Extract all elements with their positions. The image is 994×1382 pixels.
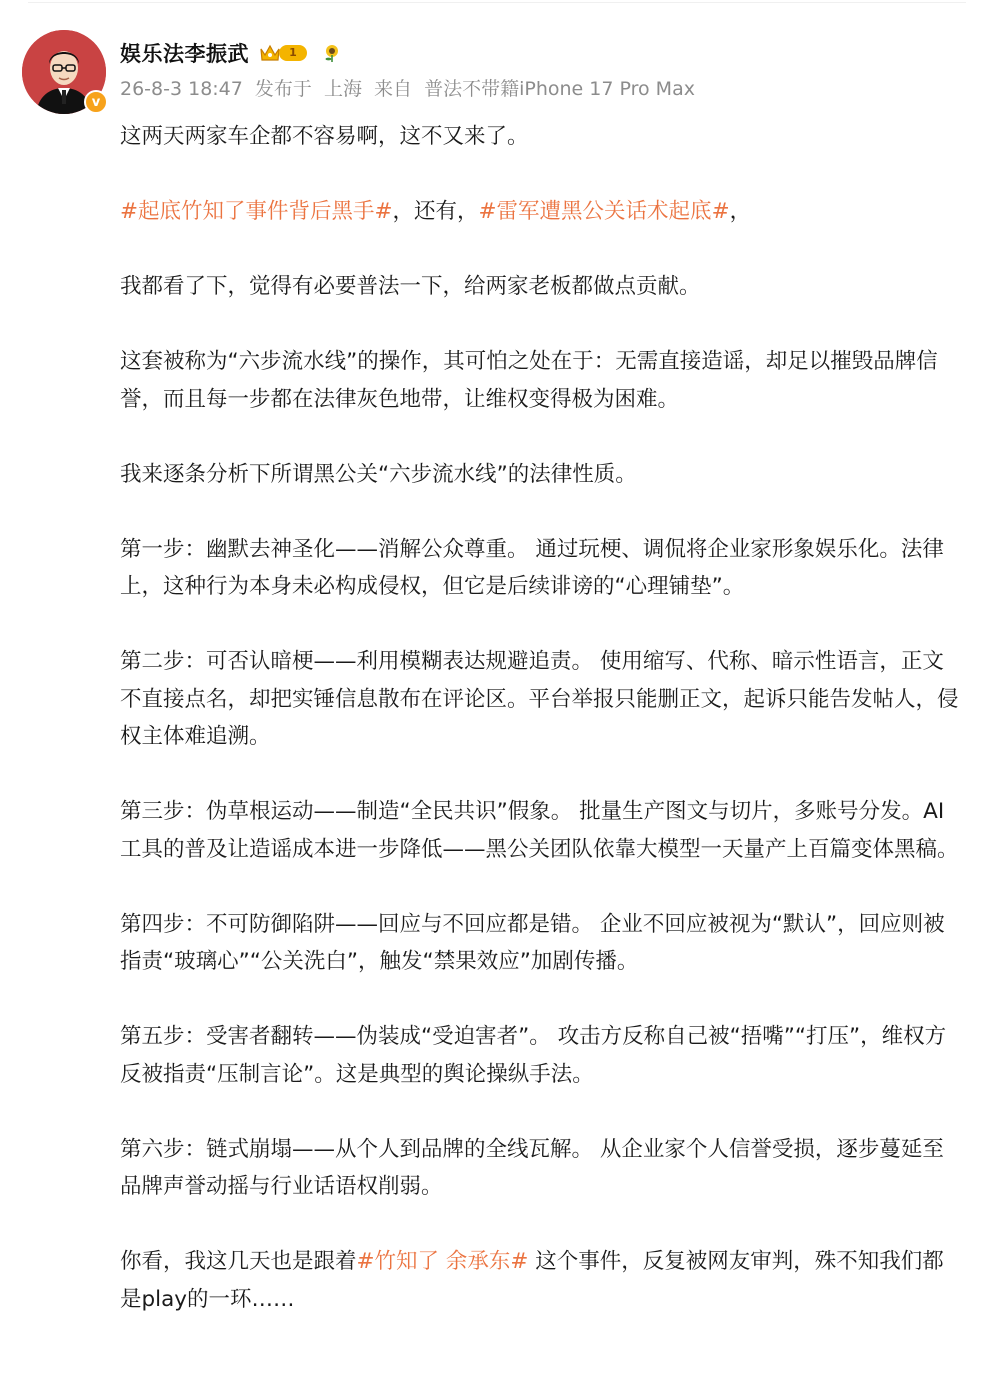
top-divider xyxy=(28,2,966,3)
paragraph-step-3: 第三步：伪草根运动——制造“全民共识”假象。 批量生产图文与切片，多账号分发。AI工具的普及让造谣成本进一步降低——黑公关团队依靠大模型一天量产上百篇变体黑稿。 xyxy=(120,799,959,862)
paragraph-topics xyxy=(120,193,965,231)
closing-before: 你看，我这几天也是跟着 xyxy=(120,1249,357,1274)
closing-after: 这个事件，反复被网友审判，殊不知我们都是play的一环…… xyxy=(120,1249,944,1312)
post-body xyxy=(120,118,965,1356)
post-date[interactable]: 26-8-3 18:47 xyxy=(120,78,243,100)
paragraph-analysis-intro: 我来逐条分析下所谓黑公关“六步流水线”的法律性质。 xyxy=(120,461,637,487)
author-name[interactable]: 娱乐法李振武 xyxy=(120,42,249,66)
paragraph-step-1: 第一步：幽默去神圣化——消解公众尊重。 通过玩梗、调侃将企业家形象娱乐化。法律上，这种行为本身未必构成侵权，但它是后续诽谤的“心理铺垫”。 xyxy=(120,536,944,599)
topic-link-zhuzhile[interactable]: #起底竹知了事件背后黑手# xyxy=(120,199,393,224)
topics-connector: ，还有， xyxy=(392,199,479,224)
verified-badge-icon: v xyxy=(84,90,108,114)
post-header xyxy=(120,38,974,101)
paragraph-step-6: 第六步：链式崩塌——从个人到品牌的全线瓦解。 从企业家个人信誉受损，逐步蔓延至品牌声誉动摇与行业话语权削弱。 xyxy=(120,1136,944,1199)
crown-icon xyxy=(259,43,281,63)
paragraph-intro: 这两天两家车企都不容易啊，这不又来了。 xyxy=(120,124,529,149)
topic-link-leijun[interactable]: #雷军遭黑公关话术起底# xyxy=(478,199,730,224)
post-location: 上海 xyxy=(323,78,362,100)
topic-link-yuchengdong[interactable]: #竹知了 余承东# xyxy=(356,1249,529,1274)
paragraph-closing xyxy=(120,1243,965,1318)
post-source[interactable]: 普法不带籍iPhone 17 Pro Max xyxy=(424,78,695,100)
paragraph-six-steps-intro: 这套被称为“六步流水线”的操作，其可怕之处在于：无需直接造谣，却足以摧毁品牌信誉，而且每一步都在法律灰色地带，让维权变得极为困难。 xyxy=(120,349,938,412)
user-level-badge[interactable] xyxy=(259,43,307,63)
level-number: 1 xyxy=(279,45,307,61)
paragraph-step-5: 第五步：受害者翻转——伪装成“受迫害者”。 攻击方反称自己被“捂嘴”“打压”，维权方反被指责“压制言论”。这是典型的舆论操纵手法。 xyxy=(120,1024,947,1087)
paragraph-purpose: 我都看了下，觉得有必要普法一下，给两家老板都做点贡献。 xyxy=(120,274,701,299)
posted-at-label: 发布于 xyxy=(254,78,312,100)
topics-end: ， xyxy=(729,199,752,224)
paragraph-step-4: 第四步：不可防御陷阱——回应与不回应都是错。 企业不回应被视为“默认”，回应则被指责“玻璃心”“公关洗白”，触发“禁果效应”加剧传播。 xyxy=(120,911,945,974)
paragraph-step-2: 第二步：可否认暗梗——利用模糊表达规避追责。 使用缩写、代称、暗示性语言，正文不直接点名，却把实锤信息散布在评论区。平台举报只能删正文，起诉只能告发帖人，侵权主体难追溯。 xyxy=(120,649,959,749)
sunflower-icon xyxy=(323,44,341,62)
from-label: 来自 xyxy=(374,78,413,100)
post-meta xyxy=(120,74,974,101)
